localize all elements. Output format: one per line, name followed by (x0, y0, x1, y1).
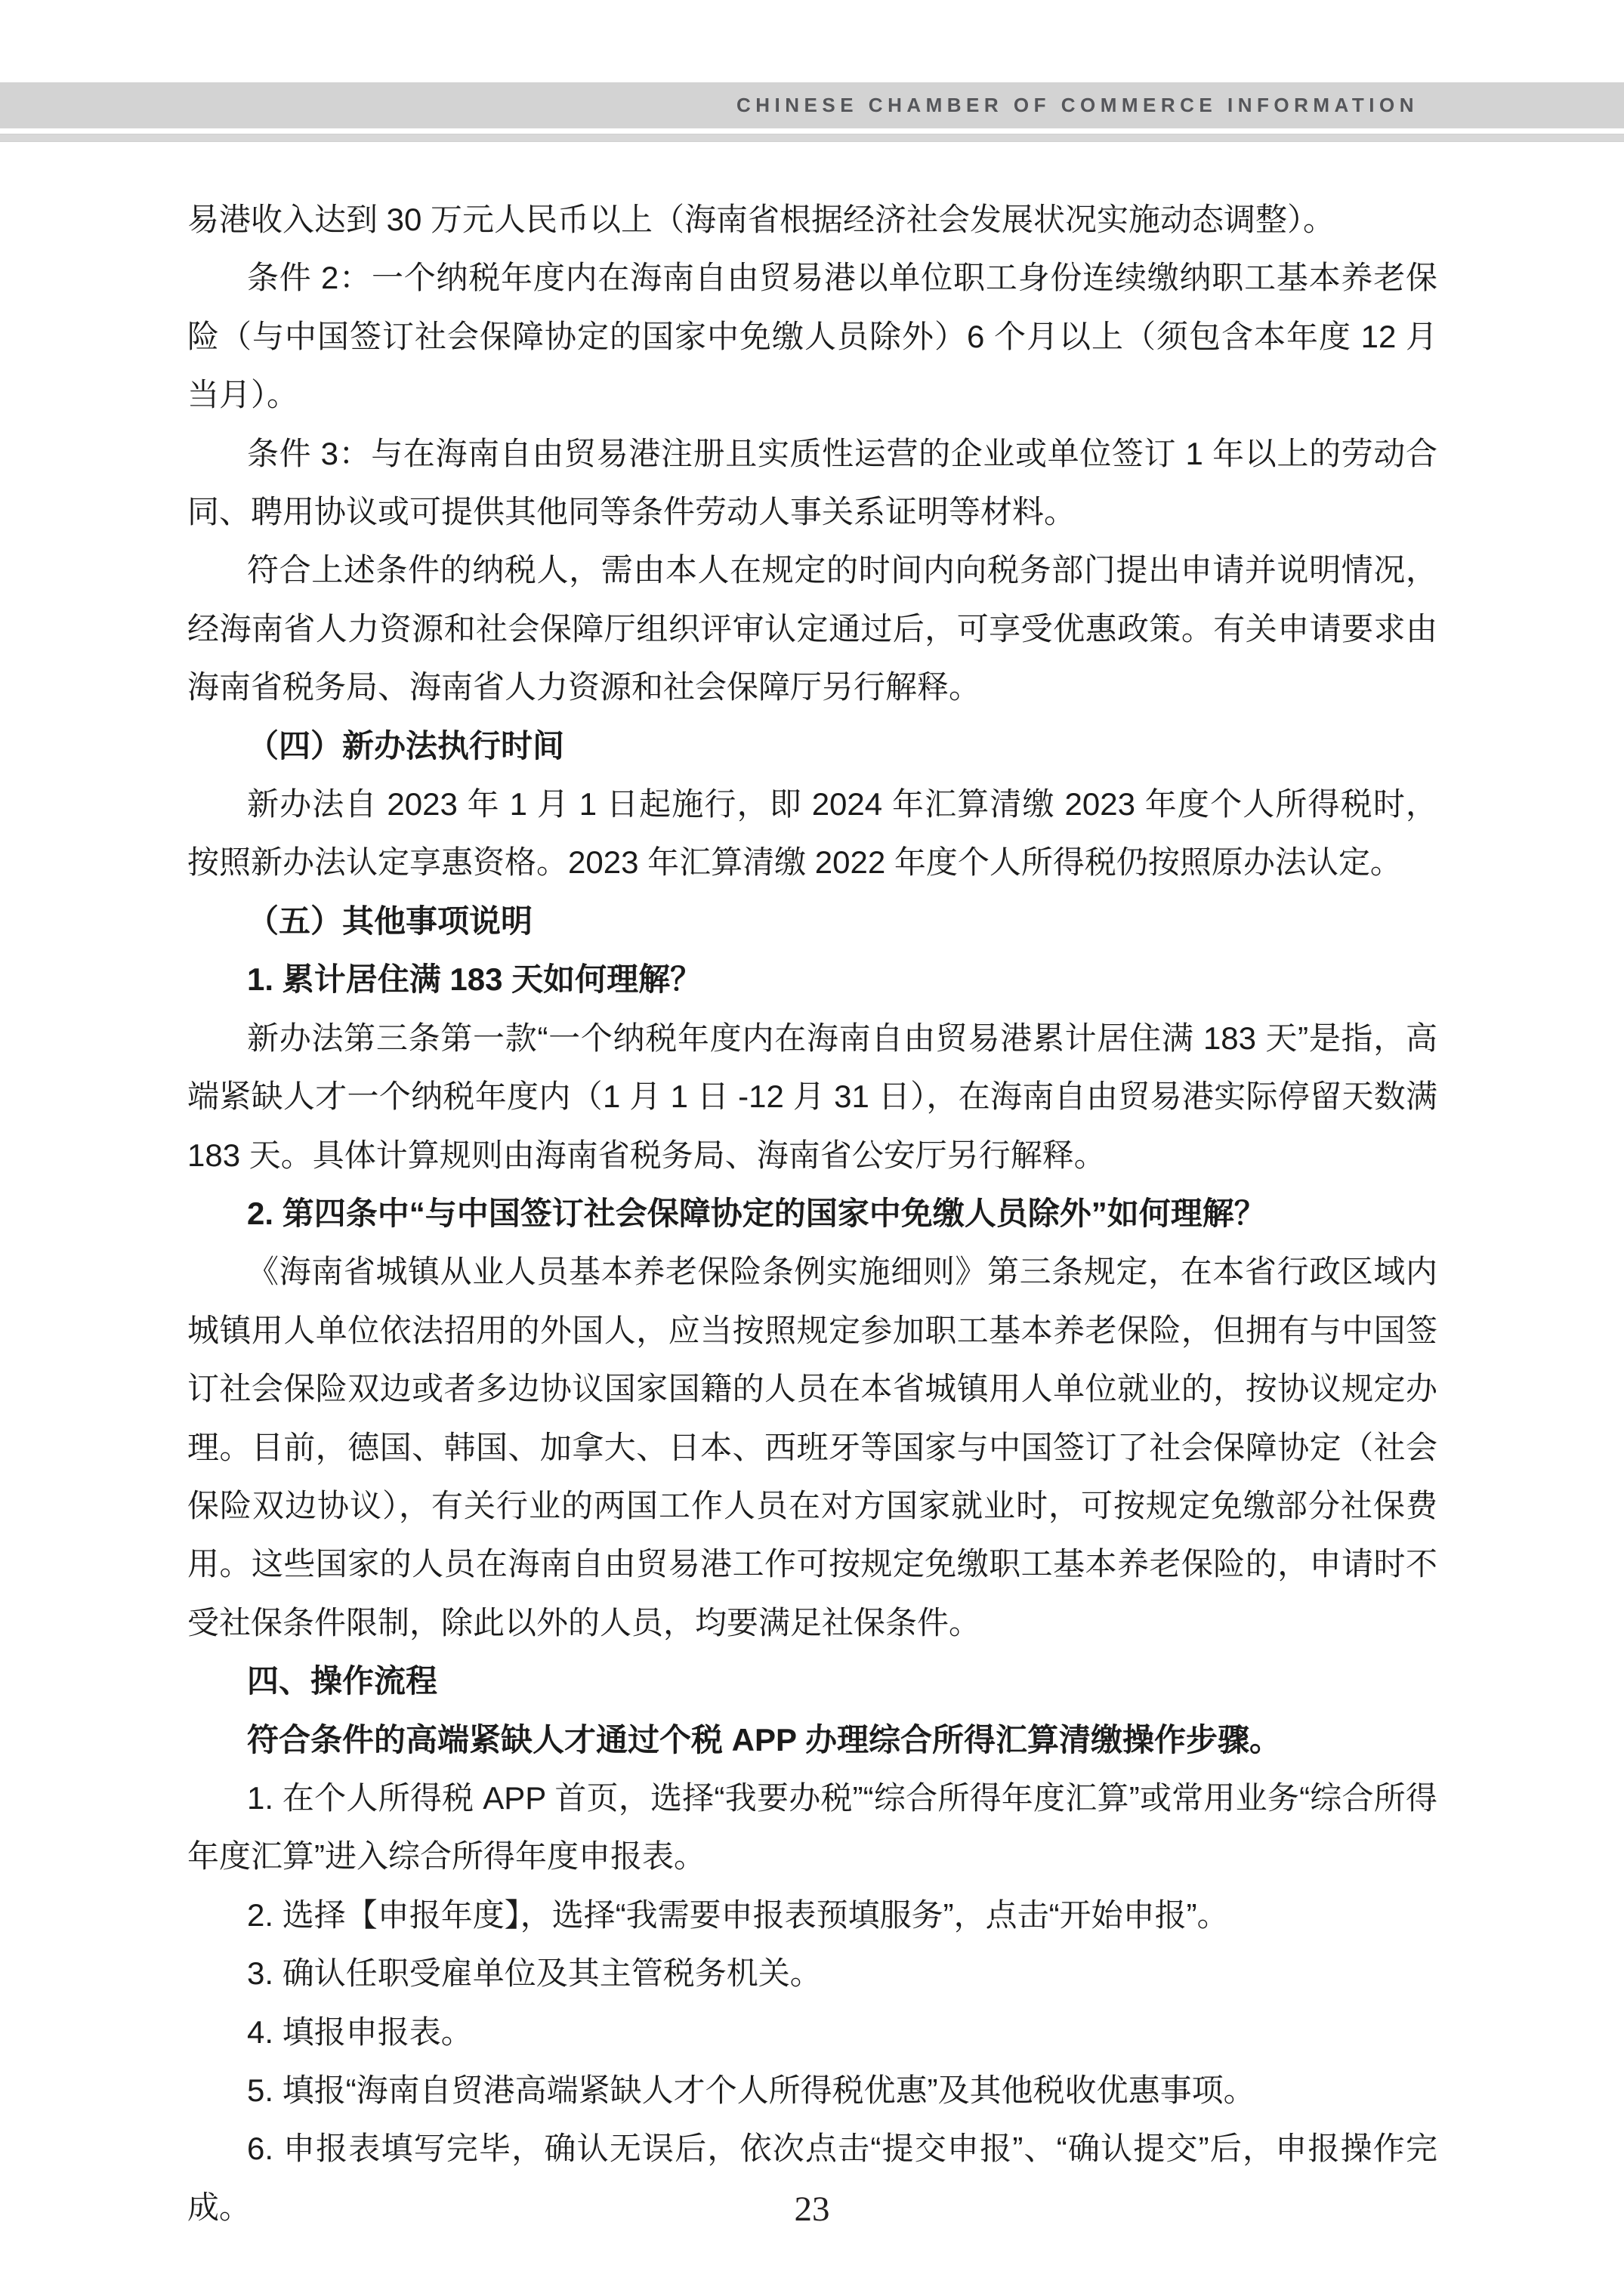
body-paragraph: 2. 选择【申报年度】，选择“我需要申报表预填服务”，点击“开始申报”。 (247, 1896, 1229, 1933)
heading-paragraph: 符合条件的高端紧缺人才通过个税 APP 办理综合所得汇算清缴操作步骤。 (247, 1721, 1281, 1758)
body-paragraph: 易港收入达到 30 万元人民币以上（海南省根据经济社会发展状况实施动态调整）。 (187, 202, 1335, 237)
heading-paragraph: 四、操作流程 (247, 1663, 438, 1699)
body-paragraph: 4. 填报申报表。 (247, 2014, 473, 2050)
body-paragraph: 符合上述条件的纳税人，需由本人在规定的时间内向税务部门提出申请并说明情况，经海南省人力资源和社会保障厅组织评审认定通过后，可享受优惠政策。有关申请要求由海南省税务局、海南省人力资源和社会保障厅另行解释。 (187, 552, 1437, 705)
body-paragraph: 新办法自 2023 年 1 月 1 日起施行，即 2024 年汇算清缴 2023 年度个人所得税时，按照新办法认定享惠资格。2023 年汇算清缴 2022 年度个人所得税仍按照原办法认定。 (187, 786, 1437, 881)
body-paragraph: 条件 2：一个纳税年度内在海南自由贸易港以单位职工身份连续缴纳职工基本养老保险（与中国签订社会保障协定的国家中免缴人员除外）6 个月以上（须包含本年度 12 月当月）。 (187, 260, 1437, 413)
heading-paragraph: （五）其他事项说明 (247, 903, 533, 939)
heading-paragraph: 1. 累计居住满 183 天如何理解？ (247, 961, 702, 998)
body-paragraph: 6. 申报表填写完毕，确认无误后，依次点击“提交申报”、“确认提交”后，申报操作完成。 (187, 2131, 1437, 2225)
heading-paragraph: （四）新办法执行时间 (247, 727, 565, 764)
body-paragraph: 新办法第三条第一款“一个纳税年度内在海南自由贸易港累计居住满 183 天”是指，高端紧缺人才一个纳税年度内（1 月 1 日 -12 月 31 日），在海南自由贸易港实际停留天数满 183 天。具体计算规则由海南省税务局、海南省公安厅另行解释。 (187, 1020, 1437, 1173)
body-paragraph: 3. 确认任职受雇单位及其主管税务机关。 (247, 1955, 822, 1992)
header-banner-text: CHINESE CHAMBER OF COMMERCE INFORMATION (736, 94, 1419, 116)
document-body (187, 190, 1437, 2236)
body-paragraph: 《海南省城镇从业人员基本养老保险条例实施细则》第三条规定，在本省行政区域内城镇用人单位依法招用的外国人，应当按照规定参加职工基本养老保险，但拥有与中国签订社会保险双边或者多边协议国家国籍的人员在本省城镇用人单位就业的，按协议规定办理。目前，德国、韩国、加拿大、日本、西班牙等国家与中国签订了社会保障协定（社会保险双边协议），有关行业的两国工作人员在对方国家就业时，可按规定免缴部分社保费用。这些国家的人员在海南自由贸易港工作可按规定免缴职工基本养老保险的，申请时不受社保条件限制，除此以外的人员，均要满足社保条件。 (187, 1254, 1437, 1640)
body-paragraph: 5. 填报“海南自贸港高端紧缺人才个人所得税优惠”及其他税收优惠事项。 (247, 2072, 1255, 2108)
page-number: 23 (794, 2190, 830, 2229)
heading-paragraph: 2. 第四条中“与中国签订社会保障协定的国家中免缴人员除外”如何理解？ (247, 1195, 1266, 1231)
body-paragraph: 1. 在个人所得税 APP 首页，选择“我要办税”“综合所得年度汇算”或常用业务“综合所得年度汇算”进入综合所得年度申报表。 (187, 1779, 1437, 1875)
body-paragraph: 条件 3：与在海南自由贸易港注册且实质性运营的企业或单位签订 1 年以上的劳动合同、聘用协议或可提供其他同等条件劳动人事关系证明等材料。 (187, 435, 1437, 530)
header-band-accent (0, 134, 1624, 142)
